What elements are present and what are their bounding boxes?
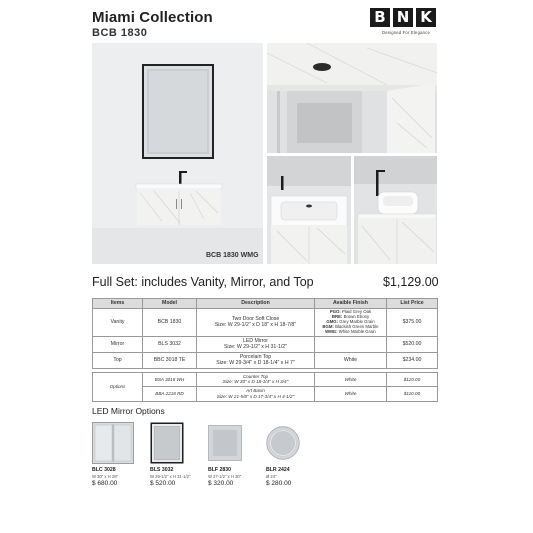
finish-name: Blackish Green Marble xyxy=(335,323,379,329)
cell-description xyxy=(197,352,315,368)
cell-description xyxy=(197,336,315,352)
size-line: Size: W 29-3/4" x D 18-1/4" x H 7" xyxy=(216,360,295,367)
cell-item: Mirror xyxy=(93,336,143,352)
mirror-option-round xyxy=(266,426,300,460)
mirror-size: W 30" x H 28" xyxy=(92,474,119,479)
brand-logo xyxy=(370,8,442,36)
led-mirror-options-title: LED Mirror Options xyxy=(92,406,165,416)
description-line: Porcelain Top xyxy=(239,353,272,360)
spec-table xyxy=(92,298,438,402)
logo-tagline: Designed For Elegance xyxy=(382,30,430,35)
product-photo-top-view xyxy=(267,156,351,264)
description-line: Two Door Soft Close xyxy=(231,315,280,322)
table-row-option xyxy=(93,387,438,401)
finish-code: BRE: xyxy=(331,313,343,319)
mirror-cabinet-image xyxy=(92,422,134,464)
finish-name: White Marble Grain xyxy=(338,328,376,334)
logo-letter-b: B xyxy=(370,8,390,27)
open-door-detail-image xyxy=(267,43,437,153)
cell-item: Top xyxy=(93,352,143,368)
cell-model: BLS 3032 xyxy=(143,336,197,352)
cell-finish: White xyxy=(315,372,387,386)
logo-letter-k: K xyxy=(416,8,436,27)
cell-price: $120.00 xyxy=(387,372,438,386)
cell-finish: White xyxy=(315,352,387,368)
finish-code: BGM: xyxy=(322,323,334,329)
finish-name: Plaid Grey Oak xyxy=(342,309,372,314)
table-row-mirror xyxy=(93,336,438,352)
header-items: Items xyxy=(93,299,143,309)
mirror-size: Ø 24" xyxy=(266,474,277,479)
header-price: List Price xyxy=(387,299,438,309)
integrated-top-image xyxy=(267,156,351,264)
mirror-model: BLS 3032 xyxy=(150,467,174,473)
cell-price: $234.00 xyxy=(387,352,438,368)
finish-name: Grey Marble Grain xyxy=(339,318,375,324)
model-number: BCB 1830 xyxy=(92,27,148,39)
mirror-model: BLF 2830 xyxy=(208,467,232,473)
product-photo-open-door xyxy=(267,43,437,153)
cell-finish xyxy=(315,336,387,352)
mirror-price: $ 280.00 xyxy=(266,480,292,487)
mirror-price: $ 520.00 xyxy=(150,480,176,487)
cell-finish: White xyxy=(315,387,387,401)
art-basin-image xyxy=(354,156,437,264)
finish-name: Brown Ebony xyxy=(343,313,370,319)
collection-title: Miami Collection xyxy=(92,9,213,26)
product-photo-main xyxy=(92,43,263,264)
finish-code: GMG: xyxy=(326,318,339,324)
cell-finish-list xyxy=(315,309,387,337)
size-line: Size: W 21-5/8" x D 17-3/4" x H 4-1/2" xyxy=(216,393,295,399)
main-photo-caption: BCB 1830 WMG xyxy=(206,252,259,259)
cell-description xyxy=(197,387,315,401)
cell-price: $520.00 xyxy=(387,336,438,352)
description-line: Counter Top xyxy=(242,373,269,379)
cell-item: Vanity xyxy=(93,309,143,337)
mirror-price: $ 680.00 xyxy=(92,480,118,487)
size-line: Size: W 30" x D 18-1/4" x H 3/4" xyxy=(222,379,289,385)
finish-code: PGO: xyxy=(329,309,341,314)
frameless-mirror-image xyxy=(208,425,242,461)
full-set-description: Full Set: includes Vanity, Mirror, and Top xyxy=(92,275,314,289)
mirror-option-cabinet xyxy=(92,422,134,464)
header-finish: Avaible Finish xyxy=(315,299,387,309)
mirror-size: W 27-1/2" x H 30" xyxy=(208,474,242,479)
full-set-price: $1,129.00 xyxy=(383,275,439,289)
mirror-size: W 29-1/2" x H 31-1/2" xyxy=(150,474,191,479)
header-model: Model xyxy=(143,299,197,309)
table-row-vanity xyxy=(93,309,438,337)
size-line: Size: W 29-1/2" x H 31-1/2" xyxy=(223,344,288,351)
cell-model: BBA 2218 RD xyxy=(143,387,197,401)
vanity-with-mirror-image xyxy=(92,43,263,264)
logo-letter-n: N xyxy=(393,8,413,27)
mirror-option-led-framed xyxy=(150,422,184,464)
round-mirror-image xyxy=(266,426,300,460)
description-line: LED Mirror xyxy=(242,337,269,344)
mirror-price: $ 320.00 xyxy=(208,480,234,487)
cell-model: BBC 3018 TE xyxy=(143,352,197,368)
size-line: Size: W 29-1/2" x D 18" x H 18-7/8" xyxy=(214,322,297,329)
mirror-option-frameless xyxy=(208,425,242,461)
cell-model: BSA 3018 WH xyxy=(143,372,197,386)
finish-code: WMG: xyxy=(325,328,338,334)
header-description: Description xyxy=(197,299,315,309)
table-row-option xyxy=(93,372,438,386)
description-line: Art Basin xyxy=(246,388,265,394)
cell-model: BCB 1830 xyxy=(143,309,197,337)
cell-price: $375.00 xyxy=(387,309,438,337)
table-row-top xyxy=(93,352,438,368)
cell-price: $110.00 xyxy=(387,387,438,401)
product-photo-art-basin xyxy=(354,156,437,264)
mirror-model: BLC 3028 xyxy=(92,467,116,473)
cell-description xyxy=(197,309,315,337)
led-framed-mirror-image xyxy=(150,422,184,464)
cell-description xyxy=(197,372,315,386)
cell-options-label: Options xyxy=(93,372,143,401)
mirror-model: BLR 2424 xyxy=(266,467,290,473)
